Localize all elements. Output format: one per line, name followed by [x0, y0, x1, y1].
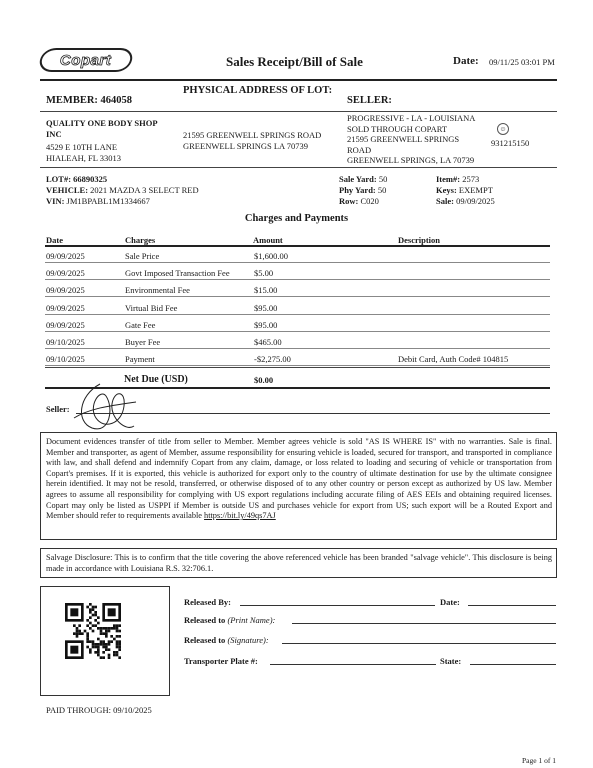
release-date-label: Date: — [440, 597, 460, 607]
table-row — [45, 332, 550, 349]
member-address: 4529 E 10TH LANE HIALEAH, FL 33013 — [46, 142, 121, 163]
released-to-sig-label: Released to (Signature): — [184, 635, 269, 645]
lot-address-label: PHYSICAL ADDRESS OF LOT: — [183, 85, 333, 96]
cell-date: 09/10/2025 — [46, 337, 85, 347]
transporter-plate-line[interactable] — [270, 664, 436, 665]
salvage-text: Salvage Disclosure: This is to confirm that the title covering the above referenced vehicle has been branded "salvage vehicle". This disclosure is being made in accordance with Louisiana R.S. 32:706.1. — [46, 553, 552, 573]
disclaimer-text: Document evidences transfer of title from seller to Member. Member agrees vehicle is sold "AS IS WHERE IS" with no warranties. Sale is final. Member and transporter, as agent of Member, assume responsibility for ensuring vehicle is loaded, secured for transport, and transported in compliance with law, and shall defend and indemnify Copart from any claim, damage, or loss related to loading and securing of vehicle or transportation from Copart's premises. If it is exported, this vehicle is authorized for export only to the country of ultimate destination for use by the ultimate consignee herein identified. It may not be resold, transferred, or otherwise disposed of to any other country or person except as authorized by US law. Member agrees to assume all responsibility for complying with US export regulations including accurate filing of AES EEIs and obtaining required licenses. Copart may only be listed as USPPI if Member is outside US and purchases vehicle for export from US; such export will be a Routed Export and Member should refer to requirements available https://bit.ly/49qs7AJ — [46, 437, 552, 521]
cell-date: 09/09/2025 — [46, 319, 85, 330]
item-details: Item#: 2573 Keys: EXEMPT Sale: 09/09/2025 — [436, 174, 495, 206]
cell-date: 09/09/2025 — [46, 251, 85, 261]
state-line[interactable] — [470, 664, 556, 665]
col-charges: Charges — [125, 235, 156, 245]
col-date: Date — [46, 235, 63, 245]
seller-sig-line — [76, 413, 550, 414]
cell-amount: -$2,275.00 — [254, 354, 291, 365]
table-row — [45, 263, 550, 280]
table-row — [45, 349, 550, 366]
seller-label: SELLER: — [347, 95, 392, 106]
parties-divider — [40, 111, 557, 112]
release-date-line[interactable] — [468, 605, 556, 606]
cell-desc: Debit Card, Auth Code# 104815 — [398, 354, 509, 365]
page-number: Page 1 of 1 — [522, 756, 556, 765]
qr-box — [40, 586, 170, 696]
seller-code: 931215150 — [491, 138, 530, 148]
cell-amount: $1,600.00 — [254, 251, 288, 261]
table-row — [45, 280, 550, 297]
net-due-value: $0.00 — [254, 375, 274, 385]
disclaimer-box — [40, 432, 557, 540]
cell-amount: $95.00 — [254, 319, 278, 330]
salvage-box — [40, 548, 557, 578]
cell-charge: Govt Imposed Transaction Fee — [125, 268, 230, 279]
table-row — [45, 298, 550, 315]
col-amount: Amount — [253, 235, 283, 245]
table-row — [45, 246, 550, 263]
lot-address: 21595 GREENWELL SPRINGS ROAD GREENWELL SPRINGS LA 70739 — [183, 130, 322, 151]
date-label: Date: — [453, 55, 479, 67]
cell-date: 09/09/2025 — [46, 285, 85, 296]
cell-date: 09/09/2025 — [46, 302, 85, 313]
requirements-link[interactable]: https://bit.ly/49qs7AJ — [204, 511, 276, 521]
cell-charge: Payment — [125, 354, 155, 365]
cell-charge: Gate Fee — [125, 319, 156, 330]
cell-amount: $5.00 — [254, 268, 274, 279]
cell-charge: Virtual Bid Fee — [125, 302, 178, 313]
member-label: MEMBER: 464058 — [46, 95, 133, 106]
page-title: Sales Receipt/Bill of Sale — [226, 54, 363, 69]
transporter-plate-label: Transporter Plate #: — [184, 656, 258, 666]
cell-charge: Environmental Fee — [125, 285, 190, 296]
table-row — [45, 315, 550, 332]
net-due-label: Net Due (USD) — [124, 374, 188, 385]
paid-through: PAID THROUGH: 09/10/2025 — [46, 705, 152, 715]
qr-code-icon — [65, 603, 121, 659]
lot-divider — [40, 167, 557, 168]
net-divider — [45, 367, 550, 368]
released-to-sig-line[interactable] — [282, 643, 556, 644]
cell-date: 09/10/2025 — [46, 354, 85, 365]
date-value: 09/11/25 03:01 PM — [489, 57, 555, 67]
cell-amount: $15.00 — [254, 285, 278, 296]
cell-amount: $95.00 — [254, 302, 278, 313]
cell-amount: $465.00 — [254, 337, 282, 347]
seller-address: PROGRESSIVE - LA - LOUISIANA SOLD THROUGH COPART 21595 GREENWELL SPRINGS ROAD GREENWELL SPRINGS, LA 70739 — [347, 113, 476, 165]
cell-date: 09/09/2025 — [46, 268, 85, 279]
header-divider — [40, 79, 557, 81]
lot-details: LOT#: 66890325 VEHICLE: 2021 MAZDA 3 SELECT RED VIN: JM1BPABL1M1334667 — [46, 174, 199, 206]
seller-signature — [70, 378, 140, 438]
copart-logo: Copart — [37, 48, 134, 72]
cell-charge: Sale Price — [125, 251, 160, 261]
seller-sig-label: Seller: — [46, 404, 70, 414]
state-label: State: — [440, 656, 462, 666]
cell-charge: Buyer Fee — [125, 337, 161, 347]
charges-title: Charges and Payments — [244, 213, 349, 224]
released-by-line[interactable] — [240, 605, 435, 606]
member-name: QUALITY ONE BODY SHOP INC — [46, 118, 158, 139]
col-description: Description — [398, 235, 441, 245]
yard-details: Sale Yard: 50 Phy Yard: 50 Row: C020 — [339, 174, 388, 206]
seller-stamp-icon: ☺ — [497, 123, 509, 135]
released-by-label: Released By: — [184, 597, 231, 607]
released-to-print-line[interactable] — [292, 623, 556, 624]
released-to-print-label: Released to (Print Name): — [184, 615, 276, 625]
